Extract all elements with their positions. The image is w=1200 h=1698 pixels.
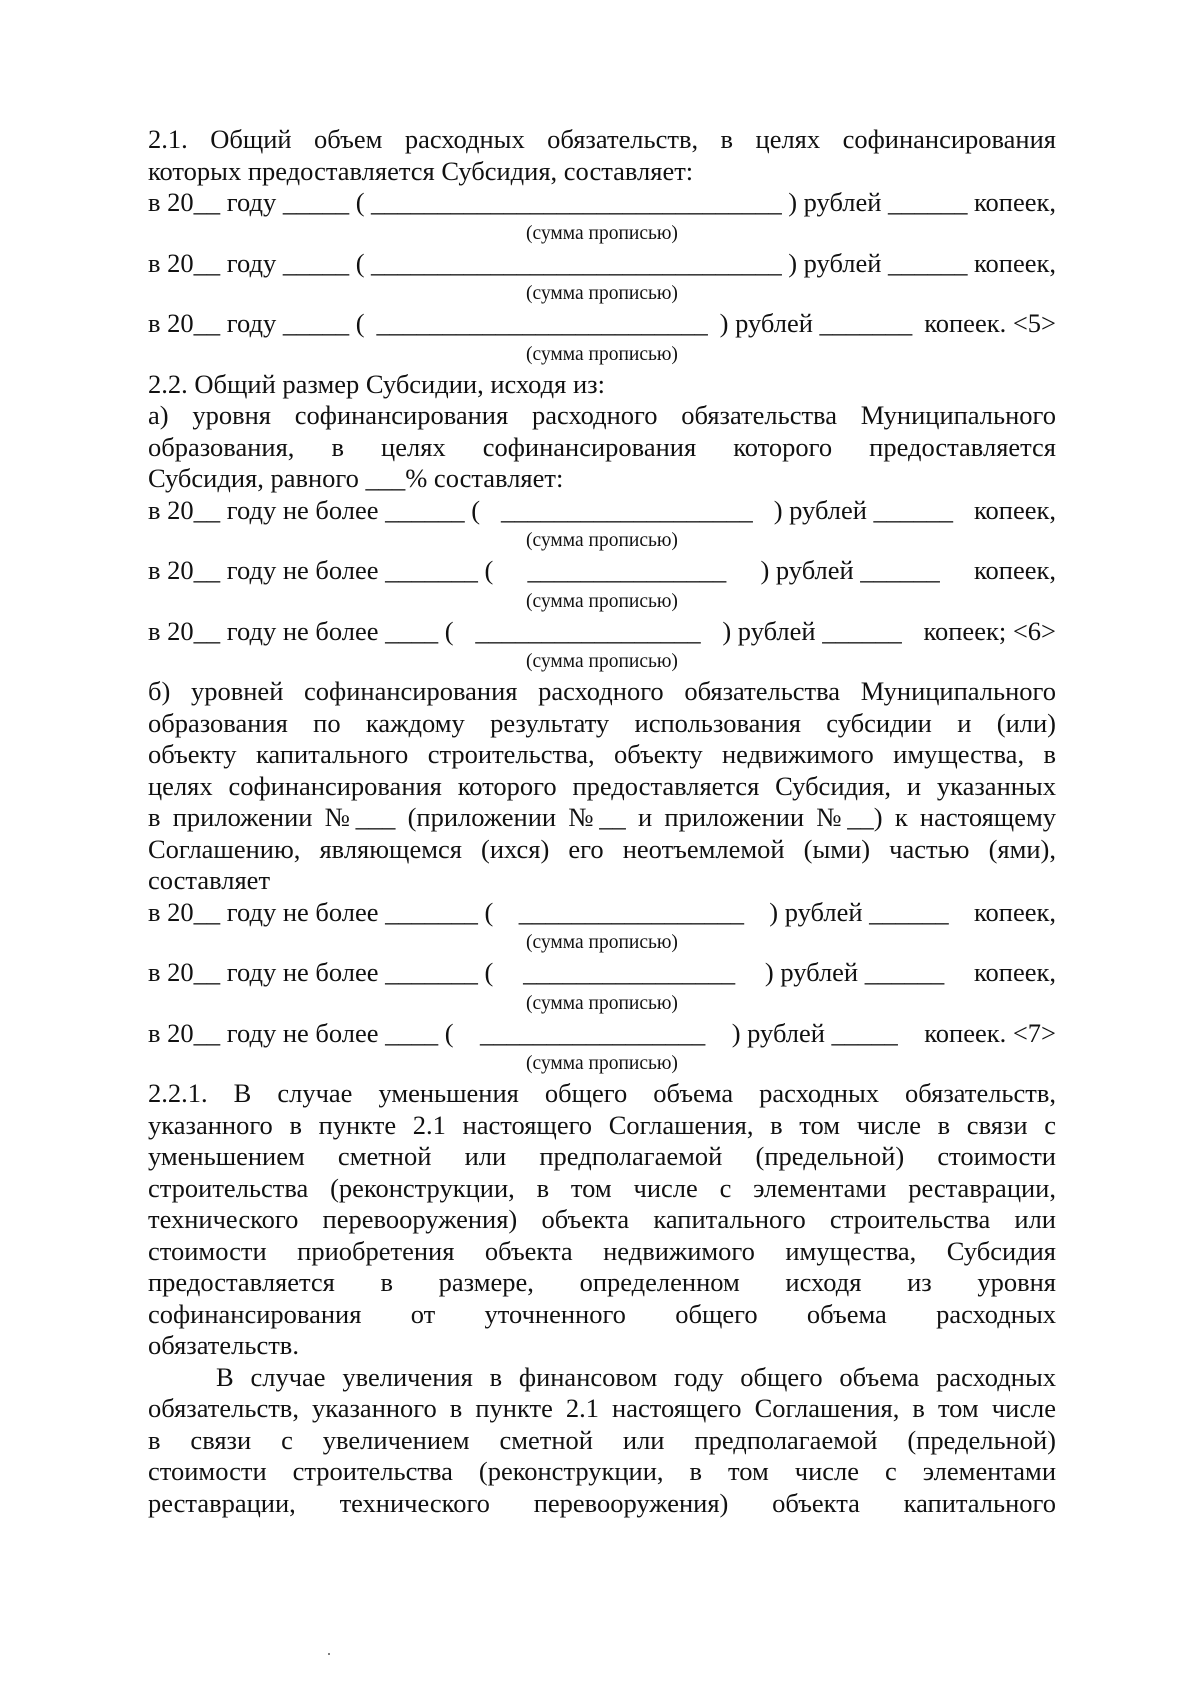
amount-row-year: в 20__ году _____ ( (148, 187, 365, 217)
amount-caption: (сумма прописью) (526, 651, 678, 672)
amount-row-year: в 20__ году не более _______ ( (148, 957, 494, 987)
paragraph-line: а) уровня софинансирования расходного обязательства Муниципального (148, 400, 1056, 430)
amount-caption: (сумма прописью) (526, 992, 678, 1014)
paragraph-line: строительства (реконструкции, в том числе с элементами реставрации, (148, 1172, 1056, 1203)
amount-row (148, 187, 1056, 219)
amount-row-year: в 20__ году не более ______ ( (148, 494, 481, 525)
paragraph-line: образования, в целях софинансирования которого предоставляется (148, 431, 1056, 462)
amount-row-year: в 20__ году не более ____ ( (148, 615, 454, 646)
amount-row (148, 248, 1056, 280)
scan-speck (328, 1653, 330, 1655)
paragraph-line: составляет (148, 865, 271, 895)
amount-row (148, 495, 1056, 527)
paragraph-line: объекту капитального строительства, объекту недвижимого имущества, в (148, 739, 1056, 769)
amount-row-kopecks: копеек, (974, 957, 1056, 987)
paragraph-line: 2.2. Общий размер Субсидии, исходя из: (148, 368, 605, 399)
paragraph-line: предоставляется в размере, определенном исходя из уровня (148, 1267, 1056, 1297)
paragraph-line: целях софинансирования которого предоставляется Субсидия, и указанных (148, 770, 1056, 801)
paragraph-line: в приложении №___ (приложении №__ и приложении №__) к настоящему (148, 802, 1056, 832)
amount-row-blank: _________________ (518, 896, 744, 927)
amount-caption: (сумма прописью) (526, 283, 678, 304)
paragraph-line: которых предоставляется Субсидия, составляет: (148, 155, 694, 186)
amount-row-year: в 20__ году _____ ( (148, 308, 365, 338)
amount-row-kopecks: копеек, (973, 555, 1056, 585)
amount-row-blank: _________________ (480, 1017, 706, 1048)
amount-row-kopecks: копеек, (973, 494, 1056, 525)
amount-row-rubles: ) рублей ______ (764, 957, 945, 987)
paragraph-line: указанного в пункте 2.1 настоящего Соглашения, в том числе в связи с (148, 1109, 1056, 1140)
paragraph-line: реставрации, технического перевооружения) объекта капитального (148, 1487, 1056, 1518)
amount-row-year: в 20__ году не более ____ ( (148, 1017, 454, 1048)
amount-row (148, 555, 1056, 587)
paragraph-line: обязательств. (148, 1330, 299, 1360)
paragraph-line: стоимости приобретения объекта недвижимого имущества, Субсидия (148, 1235, 1056, 1266)
amount-row-blank: ___________________ (501, 494, 753, 525)
paragraph-line: 2.1. Общий объем расходных обязательств, в целях софинансирования (148, 124, 1056, 154)
paragraph-line: в связи с увеличением сметной или предполагаемой (предельной) (148, 1424, 1056, 1455)
amount-row-blank: _________________ (475, 615, 701, 646)
amount-caption: (сумма прописью) (526, 1053, 678, 1074)
amount-row-kopecks: копеек, (974, 247, 1056, 278)
amount-caption: (сумма прописью) (526, 590, 678, 612)
amount-row (148, 616, 1056, 648)
amount-row (148, 957, 1056, 989)
amount-row-year: в 20__ году не более _______ ( (148, 896, 494, 927)
paragraph-line: обязательств, указанного в пункте 2.1 настоящего Соглашения, в том числе (148, 1393, 1056, 1423)
amount-row-blank: _______________________________ (370, 187, 782, 217)
paragraph-line: Субсидия, равного ___% составляет: (148, 463, 564, 493)
document-body (148, 124, 1056, 1519)
amount-row-rubles: ) рублей _______ (719, 308, 913, 338)
paragraph-line: 2.2.1. В случае уменьшения общего объема расходных обязательств, (148, 1078, 1056, 1108)
amount-row-rubles: ) рублей _____ (731, 1017, 898, 1048)
paragraph-line: Соглашению, являющемся (ихся) его неотъемлемой (ыми) частью (ями), (148, 833, 1056, 864)
paragraph-line: софинансирования от уточненного общего объема расходных (148, 1298, 1056, 1329)
paragraph-line: б) уровней софинансирования расходного обязательства Муниципального (148, 676, 1056, 706)
amount-row-blank: _________________________ (376, 308, 708, 338)
amount-caption: (сумма прописью) (526, 932, 678, 953)
amount-row-blank: _______________ (527, 555, 727, 585)
amount-row-blank: _______________________________ (370, 247, 782, 278)
paragraph-line: стоимости строительства (реконструкции, в том числе с элементами (148, 1456, 1056, 1486)
amount-row-kopecks: копеек. <5> (924, 308, 1056, 338)
amount-caption: (сумма прописью) (526, 530, 678, 551)
amount-row-kopecks: копеек, (974, 187, 1056, 217)
amount-row-year: в 20__ году не более _______ ( (148, 555, 494, 585)
amount-caption: (сумма прописью) (526, 222, 678, 244)
amount-row-rubles: ) рублей ______ (760, 555, 940, 585)
paragraph-line: технического перевооружения) объекта капитального строительства или (148, 1204, 1056, 1234)
amount-row (148, 308, 1056, 340)
amount-row (148, 897, 1056, 929)
amount-row-rubles: ) рублей ______ (773, 494, 954, 525)
amount-row-kopecks: копеек, (974, 896, 1056, 927)
amount-row-year: в 20__ году _____ ( (148, 247, 365, 278)
amount-row-rubles: ) рублей ______ (788, 187, 968, 217)
amount-row-rubles: ) рублей ______ (722, 615, 902, 646)
amount-row-blank: ________________ (523, 957, 736, 987)
paragraph-line: образования по каждому результату использования субсидии и (или) (148, 707, 1056, 738)
amount-row-rubles: ) рублей ______ (788, 247, 968, 278)
amount-caption: (сумма прописью) (526, 343, 678, 365)
paragraph-line: уменьшением сметной или предполагаемой (предельной) стоимости (148, 1141, 1056, 1171)
amount-row-kopecks: копеек. <7> (924, 1017, 1056, 1048)
amount-row-rubles: ) рублей ______ (769, 896, 949, 927)
paragraph-line: В случае увеличения в финансовом году общего объема расходных (216, 1361, 1056, 1392)
amount-row (148, 1018, 1056, 1050)
amount-row-kopecks: копеек; <6> (923, 615, 1056, 646)
